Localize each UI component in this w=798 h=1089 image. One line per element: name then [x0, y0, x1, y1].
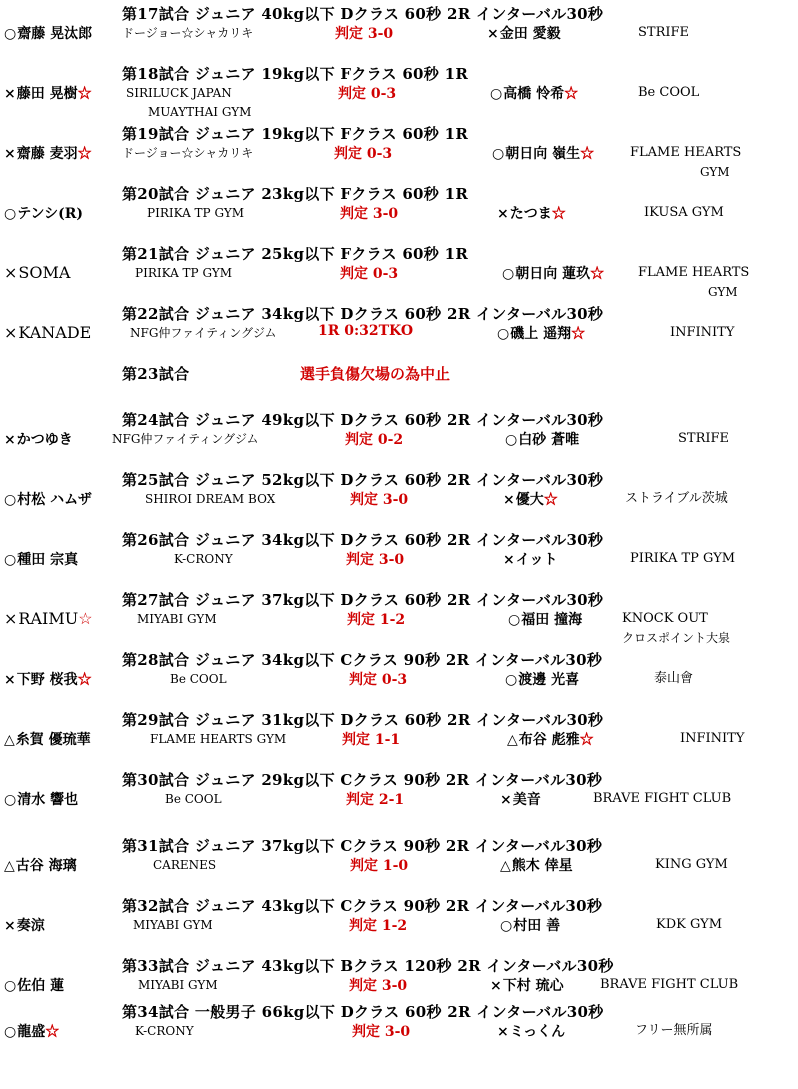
- fighter-1: [4, 609, 93, 628]
- star-icon: ☆: [78, 609, 93, 628]
- bout-row: [0, 669, 798, 709]
- gym-1: [135, 263, 232, 283]
- fighter-1: [4, 789, 78, 809]
- gym-line: PIRIKA TP GYM: [147, 206, 245, 220]
- fighter-2: [497, 203, 566, 223]
- fighter-1: [4, 489, 92, 509]
- bout-header: 第21試合 ジュニア 25kg以下 Fクラス 60秒 1R: [122, 245, 469, 263]
- gym-1: [130, 323, 277, 343]
- fighter-2: [500, 855, 573, 875]
- gym-line: PIRIKA TP GYM: [135, 266, 233, 280]
- star-icon: ☆: [590, 266, 605, 282]
- bout-block: [0, 895, 798, 955]
- star-icon: ☆: [564, 86, 579, 102]
- gym-1: [126, 83, 251, 121]
- gym-line: PIRIKA TP GYM: [630, 551, 736, 566]
- gym-1: [165, 789, 222, 809]
- result-mark: ×: [4, 672, 16, 688]
- result-mark: ○: [502, 266, 515, 282]
- fighter-name: 村田 善: [513, 918, 561, 934]
- gym-line: CARENES: [153, 858, 217, 872]
- star-icon: ☆: [45, 1024, 60, 1040]
- bout-block: [0, 1001, 798, 1061]
- gym-line: K-CRONY: [174, 552, 233, 566]
- bout-block: [0, 649, 798, 709]
- bout-result: 判定 3-0: [340, 206, 399, 222]
- fighter-name: 美音: [512, 792, 541, 808]
- fighter-2: [490, 975, 564, 995]
- result-mark: ○: [500, 918, 513, 934]
- gym-1: [137, 609, 217, 629]
- fighter-1: [4, 23, 92, 43]
- gym-2: [670, 323, 734, 343]
- bout-header: 第34試合 一般男子 66kg以下 Dクラス 60秒 2R インターバル30秒: [122, 1003, 604, 1021]
- bout-result: 判定 3-0: [335, 26, 394, 42]
- fighter-name: 渡邊 光喜: [518, 672, 580, 688]
- fighter-name: 優大: [515, 492, 544, 508]
- gym-1: [170, 669, 227, 689]
- gym-2: [593, 789, 731, 809]
- gym-2: [644, 203, 724, 223]
- fighter-name: 古谷 海璃: [15, 858, 77, 874]
- fighter-2: [497, 323, 585, 343]
- result-mark: ○: [4, 552, 17, 568]
- fighter-2: [505, 429, 579, 449]
- gym-line: NFG仲ファイティングジム: [130, 326, 277, 340]
- fighter-1: [4, 323, 91, 342]
- result-mark: ×: [503, 552, 515, 568]
- fighter-name: KANADE: [18, 323, 92, 342]
- fighter-1: [4, 143, 92, 163]
- fighter-1: [4, 263, 70, 282]
- fighter-name: 龍盛: [17, 1024, 46, 1040]
- bout-header: 第26試合 ジュニア 34kg以下 Dクラス 60秒 2R インターバル30秒: [122, 531, 604, 549]
- gym-line: INFINITY: [680, 731, 745, 746]
- result-mark: ○: [490, 86, 503, 102]
- gym-line: GYM: [708, 285, 738, 299]
- bout-row: [0, 489, 798, 529]
- bout-result: 判定 1-0: [350, 858, 409, 874]
- bout-result: 判定 0-2: [345, 432, 404, 448]
- fighter-name: 熊木 倖星: [511, 858, 573, 874]
- result-mark: ×: [497, 206, 509, 222]
- fighter-name: 布谷 彪雅: [518, 732, 580, 748]
- bout-result: 判定 0-3: [338, 86, 397, 102]
- fighter-2: [508, 609, 582, 629]
- gym-line: Be COOL: [165, 792, 222, 806]
- fighter-2: [505, 669, 579, 689]
- result-mark: △: [4, 858, 15, 874]
- bout-result: 判定 3-0: [346, 552, 405, 568]
- gym-1: [122, 23, 253, 43]
- bout-header: 第19試合 ジュニア 19kg以下 Fクラス 60秒 1R: [122, 125, 469, 143]
- gym-2: [678, 429, 729, 449]
- bout-block: [0, 529, 798, 589]
- gym-line: IKUSA GYM: [644, 205, 724, 220]
- gym-1: [147, 203, 244, 223]
- gym-2: [638, 263, 749, 301]
- gym-line: STRIFE: [678, 431, 730, 446]
- fighter-name: 種田 宗真: [17, 552, 79, 568]
- bout-row: [0, 729, 798, 769]
- result-mark: ×: [4, 918, 16, 934]
- gym-line: ドージョー☆シャカリキ: [122, 26, 254, 40]
- gym-line: MUAYTHAI GYM: [148, 105, 252, 119]
- gym-line: SIRILUCK JAPAN: [126, 86, 232, 100]
- gym-1: [135, 1021, 194, 1041]
- fighter-2: [500, 915, 560, 935]
- result-mark: ○: [4, 26, 17, 42]
- gym-line: MIYABI GYM: [133, 918, 213, 932]
- fighter-name: 磯上 遥翔: [510, 326, 572, 342]
- fighter-name: 藤田 晃樹: [16, 86, 78, 102]
- bout-row: [0, 855, 798, 895]
- bout-header: 第17試合 ジュニア 40kg以下 Dクラス 60秒 2R インターバル30秒: [122, 5, 604, 23]
- fighter-1: [4, 549, 78, 569]
- gym-line: KNOCK OUT: [622, 611, 708, 626]
- fighter-2: [507, 729, 594, 749]
- result-mark: ×: [487, 26, 499, 42]
- result-mark: △: [4, 732, 15, 748]
- gym-line: KDK GYM: [656, 917, 723, 932]
- gym-line: フリー無所属: [635, 1023, 713, 1038]
- gym-2: [656, 915, 722, 935]
- gym-line: MIYABI GYM: [137, 612, 217, 626]
- result-mark: △: [507, 732, 518, 748]
- bout-row: [0, 915, 798, 955]
- gym-line: KING GYM: [655, 857, 728, 872]
- result-mark: ○: [492, 146, 505, 162]
- result-mark: ×: [503, 492, 515, 508]
- gym-2: [600, 975, 738, 995]
- bout-header: 第25試合 ジュニア 52kg以下 Dクラス 60秒 2R インターバル30秒: [122, 471, 604, 489]
- star-icon: ☆: [77, 86, 92, 102]
- result-mark: ○: [4, 1024, 17, 1040]
- gym-2: [622, 609, 730, 647]
- bout-block: [0, 589, 798, 649]
- fighter-1: [4, 83, 92, 103]
- gym-line: FLAME HEARTS: [638, 265, 750, 280]
- gym-line: INFINITY: [670, 325, 735, 340]
- bout-row: [0, 789, 798, 829]
- bout-result: 判定 3-0: [350, 492, 409, 508]
- bout-header: 第22試合 ジュニア 34kg以下 Dクラス 60秒 2R インターバル30秒: [122, 305, 604, 323]
- fighter-1: [4, 975, 64, 995]
- result-mark: ×: [497, 1024, 509, 1040]
- fighter-2: [490, 83, 578, 103]
- bout-block: [0, 469, 798, 529]
- result-mark: ×: [500, 792, 512, 808]
- result-mark: ○: [497, 326, 510, 342]
- fighter-name: RAIMU: [18, 609, 79, 628]
- fighter-1: [4, 1021, 59, 1041]
- bout-block: [0, 709, 798, 769]
- fighter-name: 金田 愛毅: [499, 26, 561, 42]
- gym-2: [680, 729, 744, 749]
- result-mark: ×: [4, 263, 18, 282]
- star-icon: ☆: [77, 146, 92, 162]
- bout-row: [0, 23, 798, 63]
- bout-result: 判定 3-0: [352, 1024, 411, 1040]
- result-mark: ○: [4, 978, 17, 994]
- result-mark: ○: [508, 612, 521, 628]
- bout-block: [0, 409, 798, 469]
- gym-line: MIYABI GYM: [138, 978, 218, 992]
- fighter-name: 清水 響也: [17, 792, 79, 808]
- gym-2: [630, 143, 741, 181]
- gym-1: [138, 975, 218, 995]
- fighter-2: [497, 1021, 565, 1041]
- fighter-name: テンシ(R): [17, 206, 84, 222]
- result-mark: ×: [4, 432, 16, 448]
- fighter-name: たつま: [509, 206, 552, 222]
- bout-block: [0, 3, 798, 63]
- bout-row: [0, 429, 798, 469]
- gym-line: FLAME HEARTS GYM: [150, 732, 287, 746]
- fighter-name: 福田 撞海: [521, 612, 583, 628]
- gym-1: [145, 489, 275, 509]
- result-mark: ○: [505, 432, 518, 448]
- gym-line: K-CRONY: [135, 1024, 194, 1038]
- fighter-1: [4, 915, 45, 935]
- fighter-1: [4, 203, 83, 223]
- star-icon: ☆: [77, 672, 92, 688]
- gym-line: 泰山會: [654, 671, 694, 686]
- gym-1: [174, 549, 233, 569]
- gym-line: SHIROI DREAM BOX: [145, 492, 276, 506]
- bout-result: 判定 1-2: [349, 918, 408, 934]
- fighter-1: [4, 729, 91, 749]
- bout-header: 第31試合 ジュニア 37kg以下 Cクラス 90秒 2R インターバル30秒: [122, 837, 603, 855]
- cancel-notice: 選手負傷欠場の為中止: [300, 365, 451, 383]
- gym-1: [133, 915, 213, 935]
- bout-row: [0, 609, 798, 649]
- result-mark: ○: [4, 792, 17, 808]
- fighter-name: 糸賀 優琉華: [15, 732, 91, 748]
- bout-header: 第27試合 ジュニア 37kg以下 Dクラス 60秒 2R インターバル30秒: [122, 591, 604, 609]
- bout-result: 判定 3-0: [349, 978, 408, 994]
- fighter-name: 齋藤 晃汰郎: [17, 26, 93, 42]
- fighter-name: 朝日向 嶺生: [505, 146, 581, 162]
- bout-block: [0, 769, 798, 829]
- fighter-name: かつゆき: [16, 432, 73, 448]
- bout-result: 1R 0:32TKO: [318, 323, 414, 339]
- fighter-name: 齋藤 麦羽: [16, 146, 78, 162]
- fighter-name: 白砂 蒼唯: [518, 432, 580, 448]
- fighter-name: 朝日向 蓮玖: [515, 266, 591, 282]
- fighter-2: [492, 143, 594, 163]
- gym-2: [635, 1021, 712, 1041]
- gym-line: BRAVE FIGHT CLUB: [600, 977, 739, 992]
- fighter-name: ミっくん: [509, 1024, 566, 1040]
- gym-line: Be COOL: [170, 672, 227, 686]
- bout-block: [0, 835, 798, 895]
- gym-line: STRIFE: [638, 25, 690, 40]
- result-mark: △: [500, 858, 511, 874]
- result-mark: ×: [490, 978, 502, 994]
- star-icon: ☆: [551, 206, 566, 222]
- result-mark: ×: [4, 323, 18, 342]
- gym-line: ストライブル茨城: [625, 491, 728, 506]
- gym-1: [112, 429, 259, 449]
- result-mark: ○: [4, 492, 17, 508]
- bout-header: 第32試合 ジュニア 43kg以下 Cクラス 90秒 2R インターバル30秒: [122, 897, 603, 915]
- bout-block: [0, 243, 798, 303]
- gym-2: [638, 23, 689, 43]
- fighter-1: [4, 669, 92, 689]
- fighter-name: SOMA: [18, 263, 71, 282]
- fighter-name: イット: [515, 552, 558, 568]
- fighter-name: 奏涼: [16, 918, 45, 934]
- bout-result: 判定 0-3: [349, 672, 408, 688]
- fighter-1: [4, 855, 77, 875]
- bout-block: [0, 63, 798, 123]
- gym-2: [654, 669, 693, 689]
- fighter-name: 高橋 怜希: [503, 86, 565, 102]
- bout-header: 第28試合 ジュニア 34kg以下 Cクラス 90秒 2R インターバル30秒: [122, 651, 603, 669]
- bout-result: 判定 0-3: [340, 266, 399, 282]
- star-icon: ☆: [579, 732, 594, 748]
- fighter-2: [503, 549, 557, 569]
- star-icon: ☆: [571, 326, 586, 342]
- gym-2: [625, 489, 728, 509]
- bout-header: 第18試合 ジュニア 19kg以下 Fクラス 60秒 1R: [122, 65, 469, 83]
- bout-header: 第33試合 ジュニア 43kg以下 Bクラス 120秒 2R インターバル30秒: [122, 957, 614, 975]
- result-mark: ×: [4, 146, 16, 162]
- gym-2: [638, 83, 699, 103]
- bout-result: 判定 1-1: [342, 732, 401, 748]
- fighter-name: 下村 琉心: [502, 978, 564, 994]
- gym-2: [655, 855, 728, 875]
- result-mark: ×: [4, 609, 18, 628]
- gym-line: GYM: [700, 165, 730, 179]
- fighter-2: [502, 263, 604, 283]
- bout-result: 判定 0-3: [334, 146, 393, 162]
- bout-block: [0, 303, 798, 363]
- gym-1: [153, 855, 216, 875]
- fighter-2: [503, 489, 558, 509]
- result-mark: ×: [4, 86, 16, 102]
- gym-line: Be COOL: [638, 85, 700, 100]
- bout-row: [0, 203, 798, 243]
- gym-1: [150, 729, 286, 749]
- star-icon: ☆: [543, 492, 558, 508]
- fighter-1: [4, 429, 73, 449]
- bout-block: [0, 123, 798, 183]
- bout-header: 第30試合 ジュニア 29kg以下 Cクラス 90秒 2R インターバル30秒: [122, 771, 603, 789]
- bout-result: 判定 2-1: [346, 792, 405, 808]
- bout-header: 第29試合 ジュニア 31kg以下 Dクラス 60秒 2R インターバル30秒: [122, 711, 604, 729]
- bout-header: 第24試合 ジュニア 49kg以下 Dクラス 60秒 2R インターバル30秒: [122, 411, 604, 429]
- fighter-2: [487, 23, 561, 43]
- bout-result: 判定 1-2: [347, 612, 406, 628]
- bout-block: [0, 183, 798, 243]
- fighter-name: 佐伯 蓮: [17, 978, 65, 994]
- bout-header: 第20試合 ジュニア 23kg以下 Fクラス 60秒 1R: [122, 185, 469, 203]
- bout-row: [0, 263, 798, 303]
- bout-row: [0, 83, 798, 123]
- gym-line: ドージョー☆シャカリキ: [122, 146, 254, 160]
- fighter-name: 村松 ハムザ: [17, 492, 92, 508]
- gym-line: NFG仲ファイティングジム: [112, 432, 259, 446]
- fighter-name: 下野 桜我: [16, 672, 78, 688]
- bout-row: [0, 323, 798, 363]
- gym-line: FLAME HEARTS: [630, 145, 742, 160]
- bout-row: [0, 143, 798, 183]
- gym-2: [630, 549, 735, 569]
- star-icon: ☆: [580, 146, 595, 162]
- fighter-2: [500, 789, 541, 809]
- gym-line: BRAVE FIGHT CLUB: [593, 791, 732, 806]
- result-mark: ○: [4, 206, 17, 222]
- gym-1: [122, 143, 253, 163]
- result-mark: ○: [505, 672, 518, 688]
- gym-line: クロスポイント大泉: [622, 631, 731, 645]
- bout-header: 第23試合: [122, 365, 190, 383]
- bout-row: [0, 1021, 798, 1061]
- bout-row: [0, 549, 798, 589]
